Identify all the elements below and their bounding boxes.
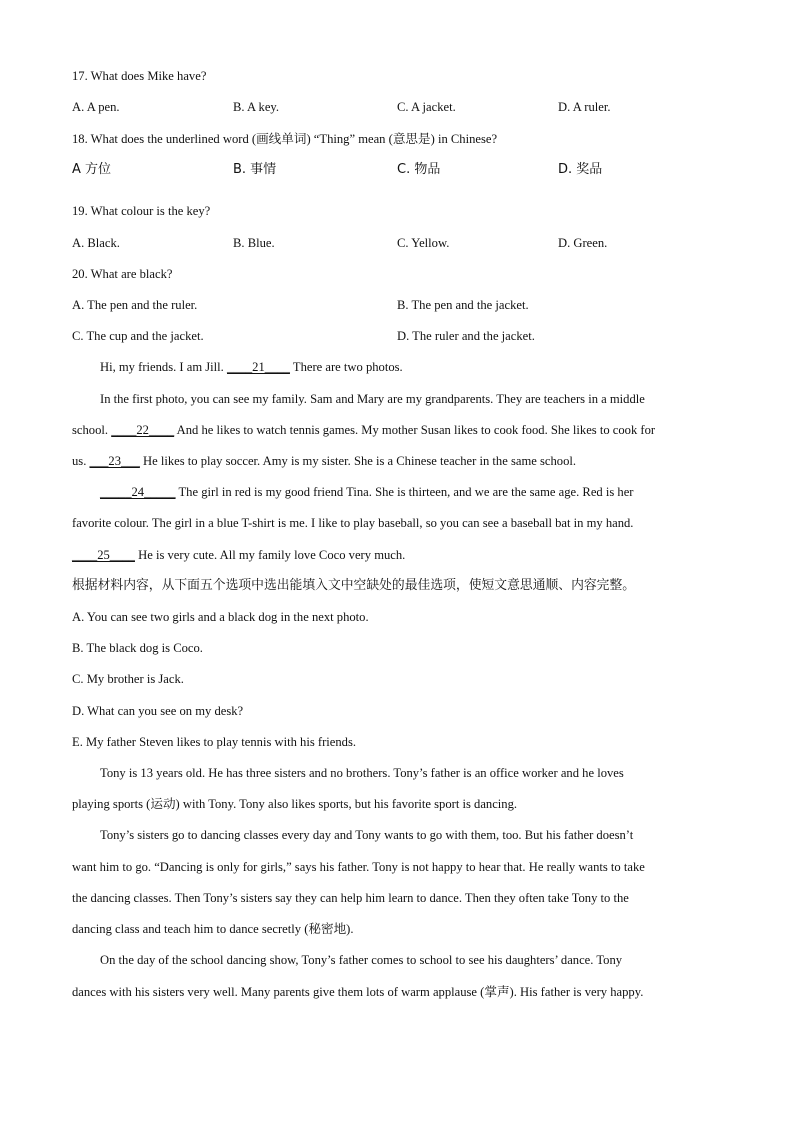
q17-option-c: C. A jacket.: [397, 100, 456, 114]
question-20-stem: 20. What are black?: [72, 267, 173, 281]
q17-option-b: B. A key.: [233, 100, 280, 114]
q19-option-a: A. Black.: [72, 236, 120, 250]
passage2-line-1: Tony is 13 years old. He has three sisters and no brothers. Tony’s father is an office worker and he loves: [100, 766, 624, 780]
q20-option-d: D. The ruler and the jacket.: [397, 329, 535, 343]
q20-option-a: A. The pen and the ruler.: [72, 298, 198, 312]
q18-option-d: D. 奖品: [558, 162, 603, 177]
passage1-line-3: [72, 422, 655, 438]
passage1-line-2: In the first photo, you can see my family. Sam and Mary are my grandparents. They are teachers in a middle: [100, 392, 645, 406]
instruction-text: 根据材料内容，从下面五个选项中选出能填入文中空缺处的最佳选项，使短文意思通顺、内容完整。: [72, 578, 636, 593]
passage1-line-6: favorite colour. The girl in a blue T-shirt is me. I like to play baseball, so you can see a baseball bat in my hand.: [72, 516, 634, 530]
passage1-text: There are two photos.: [289, 360, 403, 374]
blank-22: ____22____: [111, 423, 175, 437]
passage2-line-7: On the day of the school dancing show, Tony’s father comes to school to see his daughters’ dance. Tony: [100, 953, 623, 967]
q17-option-d: D. A ruler.: [558, 100, 611, 114]
q19-option-d: D. Green.: [558, 236, 608, 250]
blank-24: _____24_____: [100, 485, 176, 499]
passage2-line-2: playing sports (运动) with Tony. Tony also likes sports, but his favorite sport is dancing.: [72, 797, 518, 811]
passage1-text: And he likes to watch tennis games. My mother Susan likes to cook food. She likes to cook for: [174, 423, 656, 437]
q20-option-c: C. The cup and the jacket.: [72, 329, 204, 343]
q18-option-c: C. 物品: [397, 162, 441, 177]
choice-b: B. The black dog is Coco.: [72, 641, 203, 655]
q18-option-a: A 方位: [72, 162, 112, 177]
q19-option-b: B. Blue.: [233, 236, 275, 250]
choice-d: D. What can you see on my desk?: [72, 704, 244, 718]
q18-option-b: B. 事情: [233, 162, 277, 177]
passage2-line-4: want him to go. “Dancing is only for girls,” says his father. Tony is not happy to hear that. He really wants to take: [72, 860, 645, 874]
blank-23: ___23___: [89, 454, 140, 468]
passage1-text: The girl in red is my good friend Tina. She is thirteen, and we are the same age. Red is her: [175, 485, 634, 499]
question-18-stem: 18. What does the underlined word (画线单词) “Thing” mean (意思是) in Chinese?: [72, 132, 498, 146]
passage1-text: us.: [72, 454, 90, 468]
passage2-line-8: dances with his sisters very well. Many parents give them lots of warm applause (掌声). His father is very happy.: [72, 985, 644, 999]
passage1-line-7: [72, 547, 405, 563]
question-17-stem: 17. What does Mike have?: [72, 69, 207, 83]
choice-a: A. You can see two girls and a black dog in the next photo.: [72, 610, 369, 624]
passage1-text: Hi, my friends. I am Jill.: [100, 360, 227, 374]
passage1-line-4: [72, 453, 576, 469]
blank-21: ____21____: [226, 360, 290, 374]
passage1-text: school.: [72, 423, 112, 437]
passage2-line-6: dancing class and teach him to dance secretly (秘密地).: [72, 922, 354, 936]
passage1-line-5: [100, 484, 634, 500]
passage1-text: He is very cute. All my family love Coco very much.: [134, 548, 406, 562]
choice-e: E. My father Steven likes to play tennis with his friends.: [72, 735, 357, 749]
q17-option-a: A. A pen.: [72, 100, 120, 114]
q19-option-c: C. Yellow.: [397, 236, 450, 250]
passage2-line-3: Tony’s sisters go to dancing classes every day and Tony wants to go with them, too. But his father doesn’t: [100, 828, 634, 842]
question-19-stem: 19. What colour is the key?: [72, 204, 211, 218]
passage2-line-5: the dancing classes. Then Tony’s sisters say they can help him learn to dance. Then they often take Tony to the: [72, 891, 629, 905]
passage1-line-1: [100, 359, 403, 375]
blank-25: ____25____: [72, 548, 135, 562]
choice-c: C. My brother is Jack.: [72, 672, 184, 686]
q20-option-b: B. The pen and the jacket.: [397, 298, 529, 312]
passage1-text: He likes to play soccer. Amy is my sister. She is a Chinese teacher in the same school.: [139, 454, 577, 468]
